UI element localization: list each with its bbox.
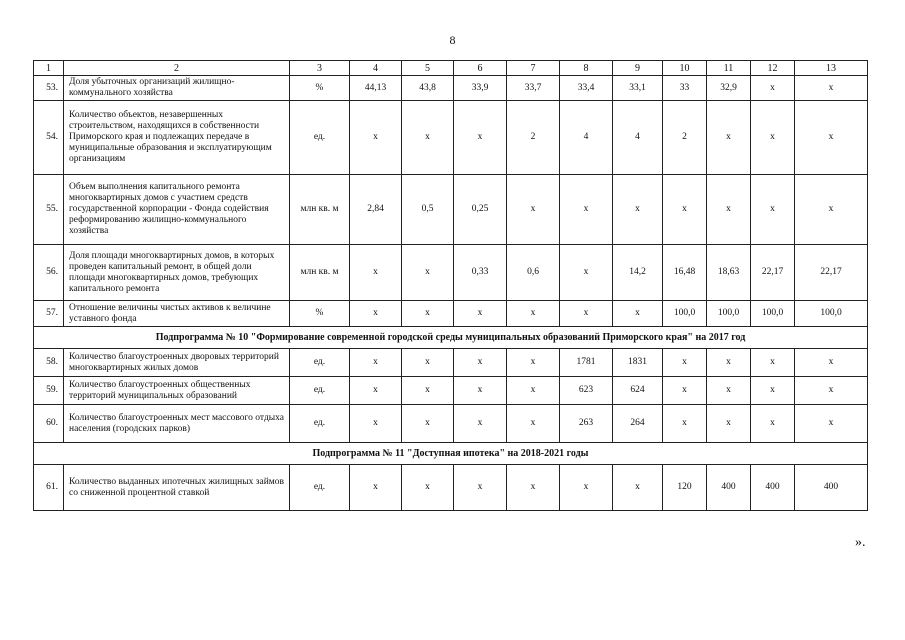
value-cell: x [707, 349, 751, 377]
value-cell: x [707, 377, 751, 405]
unit-cell: ед. [290, 465, 350, 511]
unit-cell: % [290, 301, 350, 327]
value-cell: 33,7 [507, 76, 560, 101]
value-cell: 0,33 [454, 245, 507, 301]
section-title: Подпрограмма № 10 "Формирование современной городской среды муниципальных образований Приморского края" на 2017 год [34, 327, 868, 349]
value-cell: x [560, 175, 613, 245]
unit-cell: ед. [290, 349, 350, 377]
header-cell: 7 [507, 61, 560, 76]
closing-quote-mark: ». [855, 535, 866, 550]
value-cell: 263 [560, 405, 613, 443]
value-cell: 1781 [560, 349, 613, 377]
row-number: 61. [34, 465, 64, 511]
header-cell: 8 [560, 61, 613, 76]
value-cell: x [613, 465, 663, 511]
row-number: 53. [34, 76, 64, 101]
row-number: 58. [34, 349, 64, 377]
value-cell: x [707, 101, 751, 175]
unit-cell: ед. [290, 377, 350, 405]
value-cell: x [751, 101, 795, 175]
table-row [34, 405, 868, 443]
value-cell: x [507, 175, 560, 245]
value-cell: 2,84 [350, 175, 402, 245]
value-cell: 43,8 [402, 76, 454, 101]
unit-cell: ед. [290, 405, 350, 443]
header-cell: 4 [350, 61, 402, 76]
value-cell: x [507, 377, 560, 405]
page-number: 8 [449, 33, 456, 47]
value-cell: x [454, 349, 507, 377]
value-cell: 100,0 [663, 301, 707, 327]
value-cell: x [795, 349, 868, 377]
indicator-name: Количество объектов, незавершенных строительством, находящихся в собственности Приморского края и подлежащих передаче в муниципальные образования и эксплуатирующим организациям [64, 101, 290, 175]
row-number: 57. [34, 301, 64, 327]
value-cell: 32,9 [707, 76, 751, 101]
table-row [34, 245, 868, 301]
value-cell: 2 [663, 101, 707, 175]
value-cell: x [402, 377, 454, 405]
value-cell: x [560, 301, 613, 327]
value-cell: x [454, 101, 507, 175]
table-row [34, 349, 868, 377]
value-cell: x [613, 175, 663, 245]
value-cell: 33,4 [560, 76, 613, 101]
value-cell: x [751, 377, 795, 405]
value-cell: x [560, 245, 613, 301]
value-cell: 22,17 [751, 245, 795, 301]
header-cell: 6 [454, 61, 507, 76]
value-cell: x [402, 405, 454, 443]
value-cell: x [795, 101, 868, 175]
value-cell: x [454, 377, 507, 405]
value-cell: x [507, 465, 560, 511]
value-cell: x [663, 349, 707, 377]
value-cell: x [454, 465, 507, 511]
row-number: 54. [34, 101, 64, 175]
header-cell: 9 [613, 61, 663, 76]
indicator-name: Доля убыточных организаций жилищно-коммунального хозяйства [64, 76, 290, 101]
header-cell: 3 [290, 61, 350, 76]
value-cell: x [454, 405, 507, 443]
value-cell: x [707, 175, 751, 245]
unit-cell: млн кв. м [290, 175, 350, 245]
value-cell: x [663, 405, 707, 443]
header-cell: 11 [707, 61, 751, 76]
value-cell: x [795, 405, 868, 443]
row-number: 60. [34, 405, 64, 443]
value-cell: 33,1 [613, 76, 663, 101]
value-cell: 1831 [613, 349, 663, 377]
value-cell: x [454, 301, 507, 327]
row-number: 59. [34, 377, 64, 405]
value-cell: x [560, 465, 613, 511]
value-cell: x [795, 76, 868, 101]
value-cell: 14,2 [613, 245, 663, 301]
value-cell: 2 [507, 101, 560, 175]
value-cell: x [507, 349, 560, 377]
indicator-name: Количество выданных ипотечных жилищных займов со сниженной процентной ставкой [64, 465, 290, 511]
value-cell: 0,5 [402, 175, 454, 245]
indicator-name: Количество благоустроенных мест массового отдыха населения (городских парков) [64, 405, 290, 443]
indicator-name: Объем выполнения капитального ремонта многоквартирных домов с участием средств государственной корпорации - Фонда содействия реформированию жилищно-коммунального хозяйства [64, 175, 290, 245]
value-cell: x [707, 405, 751, 443]
value-cell: x [507, 405, 560, 443]
value-cell: 100,0 [707, 301, 751, 327]
value-cell: 33,9 [454, 76, 507, 101]
value-cell: x [402, 349, 454, 377]
indicator-name: Доля площади многоквартирных домов, в которых проведен капитальный ремонт, в общей доли площади многоквартирных домов, требующих капитального ремонта [64, 245, 290, 301]
value-cell: 0,6 [507, 245, 560, 301]
table-header-row [34, 61, 868, 76]
value-cell: 16,48 [663, 245, 707, 301]
table-row [34, 377, 868, 405]
value-cell: x [350, 101, 402, 175]
indicator-name: Отношение величины чистых активов к величине уставного фонда [64, 301, 290, 327]
header-cell: 13 [795, 61, 868, 76]
header-cell: 1 [34, 61, 64, 76]
value-cell: x [350, 465, 402, 511]
value-cell: x [751, 175, 795, 245]
header-cell: 5 [402, 61, 454, 76]
unit-cell: млн кв. м [290, 245, 350, 301]
table-row [34, 301, 868, 327]
row-number: 56. [34, 245, 64, 301]
value-cell: x [663, 175, 707, 245]
value-cell: 120 [663, 465, 707, 511]
value-cell: x [663, 377, 707, 405]
table-row [34, 175, 868, 245]
value-cell: 4 [560, 101, 613, 175]
value-cell: x [402, 465, 454, 511]
value-cell: 400 [795, 465, 868, 511]
value-cell: 623 [560, 377, 613, 405]
value-cell: x [751, 405, 795, 443]
value-cell: 400 [751, 465, 795, 511]
value-cell: x [751, 76, 795, 101]
value-cell: x [613, 301, 663, 327]
value-cell: x [350, 349, 402, 377]
table-row [34, 101, 868, 175]
value-cell: 4 [613, 101, 663, 175]
value-cell: x [350, 301, 402, 327]
value-cell: x [795, 175, 868, 245]
value-cell: 22,17 [795, 245, 868, 301]
value-cell: 264 [613, 405, 663, 443]
indicator-name: Количество благоустроенных общественных территорий муниципальных образований [64, 377, 290, 405]
table-row [34, 76, 868, 101]
value-cell: x [507, 301, 560, 327]
indicator-name: Количество благоустроенных дворовых территорий многоквартирных жилых домов [64, 349, 290, 377]
value-cell: 18,63 [707, 245, 751, 301]
indicators-table [33, 60, 868, 511]
value-cell: 100,0 [795, 301, 868, 327]
value-cell: 624 [613, 377, 663, 405]
section-row [34, 327, 868, 349]
header-cell: 10 [663, 61, 707, 76]
value-cell: 100,0 [751, 301, 795, 327]
value-cell: x [402, 245, 454, 301]
value-cell: x [402, 101, 454, 175]
value-cell: x [350, 245, 402, 301]
unit-cell: ед. [290, 101, 350, 175]
section-row [34, 443, 868, 465]
value-cell: x [795, 377, 868, 405]
value-cell: x [350, 377, 402, 405]
value-cell: 44,13 [350, 76, 402, 101]
table-row [34, 465, 868, 511]
section-title: Подпрограмма № 11 "Доступная ипотека" на 2018-2021 годы [34, 443, 868, 465]
value-cell: x [402, 301, 454, 327]
value-cell: x [751, 349, 795, 377]
header-cell: 12 [751, 61, 795, 76]
unit-cell: % [290, 76, 350, 101]
header-cell: 2 [64, 61, 290, 76]
value-cell: 33 [663, 76, 707, 101]
value-cell: x [350, 405, 402, 443]
value-cell: 0,25 [454, 175, 507, 245]
row-number: 55. [34, 175, 64, 245]
value-cell: 400 [707, 465, 751, 511]
